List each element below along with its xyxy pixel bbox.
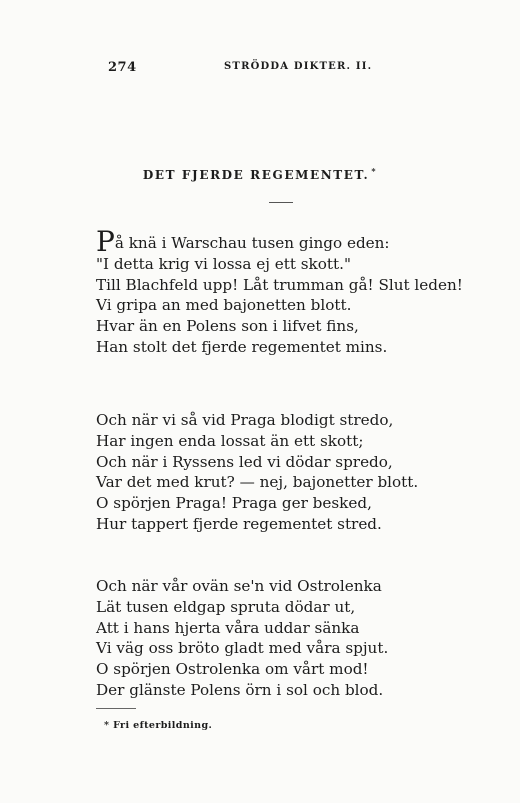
footnote: * Fri efterbildning. (104, 720, 213, 731)
footnote-divider (96, 708, 136, 709)
poem-line: Hvar än en Polens son i lifvet fins, (96, 317, 359, 336)
stanza-2 (96, 410, 418, 535)
poem-line: Och när i Ryssens led vi dödar spredo, (96, 452, 393, 471)
page-number: 274 (108, 60, 137, 75)
stanza-1 (96, 225, 463, 358)
poem-line: "I detta krig vi lossa ej ett skott." (96, 254, 351, 273)
poem-line: Han stolt det fjerde regementet mins. (96, 337, 388, 356)
poem-title-text: DET FJERDE REGEMENTET. (142, 168, 370, 182)
title-divider (269, 202, 293, 203)
poem-line: Och när vår ovän se'n vid Ostrolenka (96, 577, 382, 595)
poem-line: O spörjen Praga! Praga ger besked, (96, 494, 372, 513)
poem-line: Till Blachfeld upp! Låt trumman gå! Slut leden! (96, 275, 463, 294)
poem-title (0, 166, 520, 182)
drop-cap: P (96, 225, 115, 258)
poem-line: Vi väg oss bröto gladt med våra spjut. (96, 639, 389, 658)
poem-line (96, 225, 463, 258)
poem-line: Lät tusen eldgap spruta dödar ut, (96, 597, 356, 616)
poem-line: Der glänste Polens örn i sol och blod. (96, 680, 384, 699)
poem-line: O spörjen Ostrolenka om vårt mod! (96, 660, 369, 679)
stanza-3 (96, 576, 388, 701)
poem-line: Har ingen enda lossat än ett skott; (96, 431, 364, 450)
poem-line: Vi gripa an med bajonetten blott. (96, 296, 352, 315)
poem-line: Hur tappert fjerde regementet stred. (96, 514, 382, 533)
footnote-marker: * (371, 166, 378, 176)
poem-line-text: å knä i Warschau tusen gingo eden: (114, 234, 390, 252)
poem-line: Och när vi så vid Praga blodigt stredo, (96, 411, 394, 429)
poem-line: Var det med krut? — nej, bajonetter blott. (96, 473, 419, 492)
running-title: STRÖDDA DIKTER. II. (224, 61, 373, 72)
poem-line: Att i hans hjerta våra uddar sänka (96, 618, 360, 637)
